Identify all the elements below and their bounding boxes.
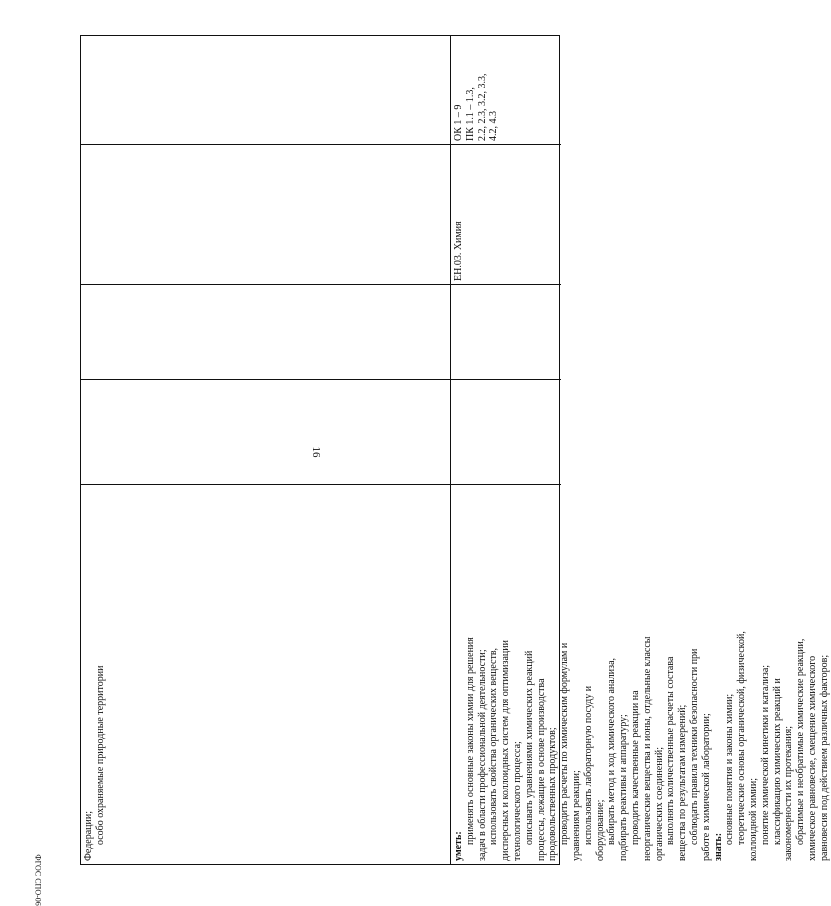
empty-cell <box>81 379 450 484</box>
text-line: Федерации; <box>83 810 94 861</box>
text-line: дисперсных и коллоидных систем для оптимизации <box>500 640 512 861</box>
text-line: задач в области профессиональной деятельности; <box>476 649 488 861</box>
text-line: классификацию химических реакций и <box>771 678 783 845</box>
text-line: выбирать метод и ход химического анализа, <box>606 657 618 845</box>
page-number: 16 <box>310 446 322 458</box>
empty-cell <box>451 379 561 484</box>
table-row-continuation <box>81 36 451 864</box>
competency-line: ПК 1.1 – 1.3, <box>464 87 476 141</box>
text-line: проводить качественные реакции на <box>629 690 641 845</box>
section-heading: знать: <box>712 832 724 861</box>
text-line: закономерности их протекания; <box>783 725 795 861</box>
text-line: процессы, лежащие в основе производства <box>535 678 547 861</box>
text-line: равновесия под действием различных факторов; <box>818 654 830 861</box>
discipline-name: ЕН.03. Химия <box>453 221 464 281</box>
text-line: использовать свойства органических веществ, <box>488 647 500 845</box>
text-line: проводить расчеты по химическим формулам и <box>559 642 571 845</box>
text-line: теоретические основы органической, физической, <box>736 631 748 845</box>
text-line: работе в химической лаборатории; <box>700 713 712 861</box>
text-line: технологического процесса; <box>511 741 523 861</box>
text-line: коллоидной химии; <box>747 777 759 861</box>
discipline-cell <box>451 144 561 284</box>
empty-cell <box>81 34 450 144</box>
table-row-chemistry <box>451 36 830 864</box>
empty-cell <box>451 284 561 379</box>
text-line: особо охраняемые природные территории <box>94 665 106 845</box>
text-line: применять основные законы химии для решения <box>464 637 476 845</box>
text-line: описывать уравнениями химических реакций <box>523 650 535 845</box>
text-line: соблюдать правила техники безопасности при <box>688 648 700 845</box>
knowledge-cell <box>81 484 450 864</box>
text-line: химическое равновесие, смещение химического <box>806 655 818 861</box>
section-heading: уметь: <box>453 831 464 861</box>
skills-knowledge-cell <box>451 484 830 864</box>
text-line: продовольственных продуктов; <box>547 727 559 861</box>
competency-line: ОК 1 – 9 <box>453 104 464 141</box>
competency-table <box>80 35 830 865</box>
empty-cell <box>81 284 450 379</box>
empty-cell <box>81 144 450 284</box>
competency-line: 2.2, 2.3, 3.2, 3.3, <box>476 73 488 141</box>
text-line: уравнениям реакции; <box>570 770 582 861</box>
text-line: вещества по результатам измерений; <box>677 704 689 861</box>
text-line: органических соединений; <box>653 746 665 861</box>
text-line: выполнять количественные расчеты состава <box>665 656 677 845</box>
text-line: неорганические вещества и ионы, отдельные классы <box>641 636 653 861</box>
text-line: использовать лабораторную посуду и <box>582 685 594 845</box>
competency-line: 4.2, 4.3 <box>488 111 500 141</box>
text-line: подбирать реактивы и аппаратуру; <box>618 714 630 861</box>
document-footer: ФГОС СПО-06 <box>33 854 43 906</box>
text-line: основные понятия и законы химии; <box>724 693 736 845</box>
competencies-cell <box>451 34 561 144</box>
text-line: обратимые и необратимые химические реакции, <box>795 638 807 845</box>
text-line: понятие химической кинетики и катализа; <box>759 664 771 845</box>
text-line: оборудование; <box>594 799 606 861</box>
